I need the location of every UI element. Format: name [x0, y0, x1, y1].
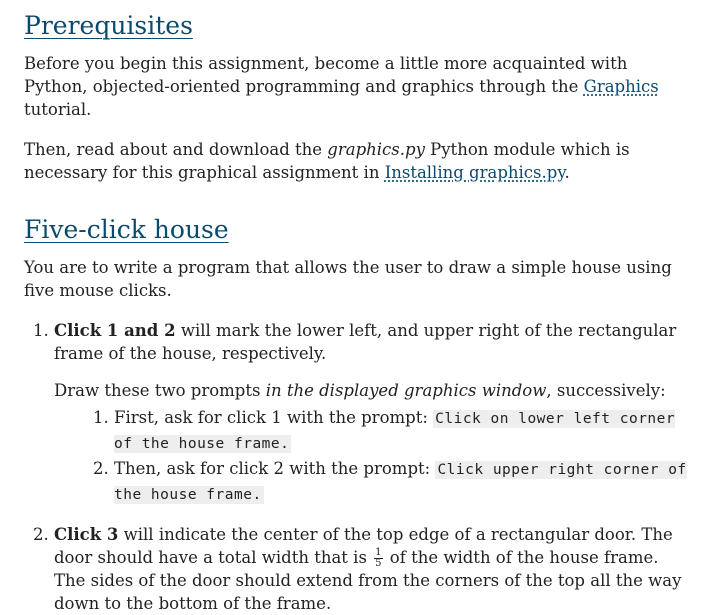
prompt-code: Click on lower left corner of the house frame. — [114, 411, 676, 452]
house-intro: You are to write a program that allows the user to draw a simple house using five mouse clicks. — [24, 258, 672, 300]
prompt-item: 2. Then, ask for click 2 with the prompt: Click upper right corner of the house frame. — [114, 457, 693, 507]
prereq-paragraph-1: Before you begin this assignment, become a little more acquainted with Python, objected-oriented programming and graphics through the Graphics tutorial. — [24, 54, 659, 119]
prompt-intro: Draw these two prompts in the displayed graphics window, successively: — [54, 381, 666, 400]
steps-list — [24, 319, 693, 615]
prerequisites-heading: Prerequisites — [24, 11, 193, 40]
prereq-paragraph-2: Then, read about and download the graphics.py Python module which is necessary for this graphical assignment in Installing graphics.py. — [24, 140, 630, 182]
prompt-item: 1. First, ask for click 1 with the prompt: Click on lower left corner of the house frame. — [114, 406, 693, 456]
step-item: 1. Click 1 and 2 will mark the lower left, and upper right of the rectangular frame of the house, respectively. Draw these two prompts in the displayed graphics window, successively: 1. First, ask for click 1 with the prompt: Click on lower left corner of the house frame. 2. Then, ask for click 2 with the prompt: Click upper right corner of the house frame. — [54, 319, 693, 507]
five-click-house-heading: Five-click house — [24, 215, 229, 244]
fraction: $\frac{1}{5}$ — [375, 547, 382, 569]
prompt-code: Click upper right corner of the house frame. — [114, 462, 687, 503]
installing-graphics-link[interactable]: Installing graphics.py — [384, 163, 565, 182]
graphics-tutorial-link[interactable]: Graphics — [583, 77, 659, 96]
step-item: 2. Click 3 will indicate the center of the top edge of a rectangular door. The door should have a total width that is $\frac{1}{5}$ of the width of the house frame. The sides of the door should extend from the corners of the top all the way down to the bottom of the frame. — [54, 523, 693, 615]
prompt-list — [54, 406, 693, 507]
